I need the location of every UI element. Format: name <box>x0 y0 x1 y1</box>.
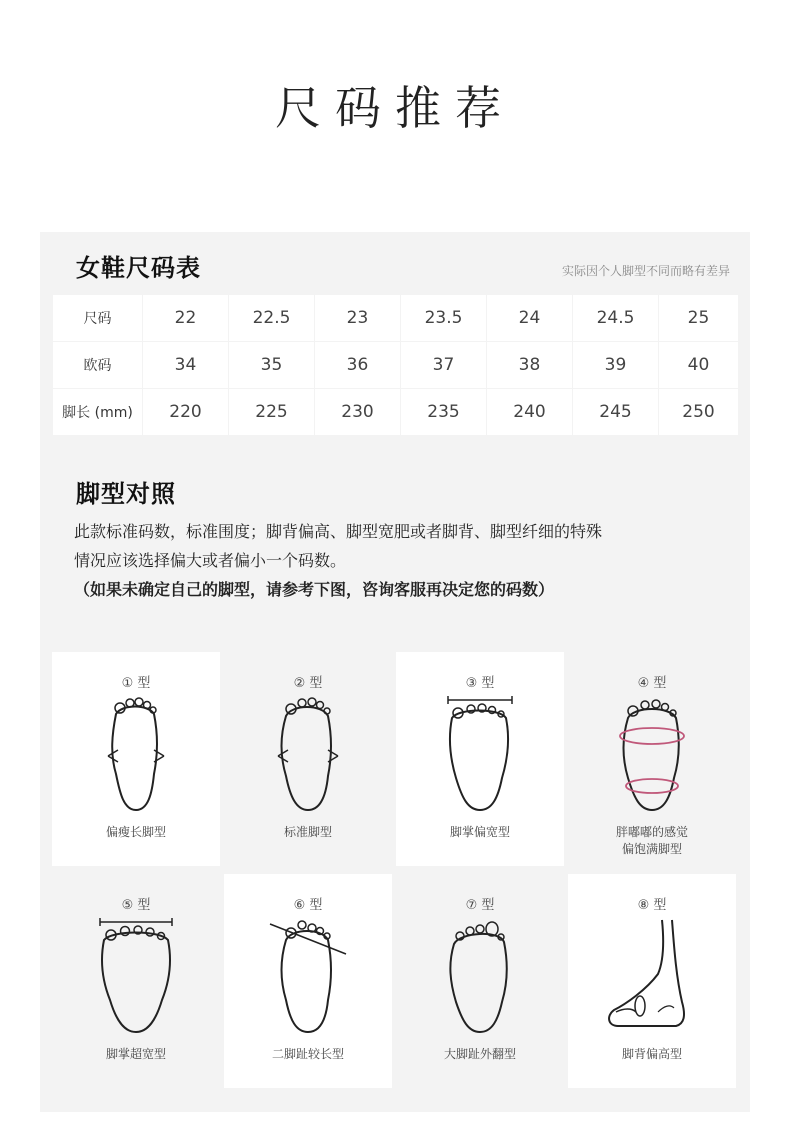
description-line: 情况应该选择偏大或者偏小一个码数。 <box>74 551 347 570</box>
foot-type-caption: 大脚趾外翻型 <box>443 1047 516 1061</box>
foot-arrows-icon <box>258 694 358 814</box>
table-cell: 220 <box>143 389 229 436</box>
table-cell: 34 <box>143 342 229 389</box>
table-cell: 欧码 <box>53 342 143 389</box>
foot-type-grid <box>52 652 738 1092</box>
foot-type-label: ② 型 <box>293 676 323 691</box>
table-cell: 235 <box>401 389 487 436</box>
table-cell: 35 <box>229 342 315 389</box>
table-cell: 24 <box>487 295 573 342</box>
size-guide-panel <box>40 232 750 1112</box>
foot-type-caption: 脚掌偏宽型 <box>449 825 510 839</box>
foot-type-label: ④ 型 <box>637 676 667 691</box>
foot-type-caption: 脚背偏高型 <box>621 1047 682 1061</box>
foot-width-icon <box>430 694 530 814</box>
table-cell: 36 <box>315 342 401 389</box>
page-title: 尺码推荐 <box>275 81 515 135</box>
foot-type-caption: 胖嘟嘟的感觉 偏饱满脚型 <box>615 825 688 856</box>
table-cell: 245 <box>573 389 659 436</box>
foot-type-card <box>224 874 392 1088</box>
foot-side-icon <box>602 916 702 1036</box>
table-cell: 37 <box>401 342 487 389</box>
foot-type-card <box>52 874 220 1088</box>
table-cell: 250 <box>659 389 739 436</box>
foot-type-label: ③ 型 <box>465 676 495 691</box>
size-chart-title: 女鞋尺码表 <box>76 254 201 282</box>
table-cell: 22 <box>143 295 229 342</box>
foot-type-label: ⑤ 型 <box>121 898 151 913</box>
foot-type-label: ① 型 <box>121 676 151 691</box>
foot-type-card <box>568 874 736 1088</box>
table-cell: 尺码 <box>53 295 143 342</box>
foot-type-label: ⑦ 型 <box>465 898 495 913</box>
foot-arrows-icon <box>86 694 186 814</box>
foot-type-card <box>396 652 564 866</box>
foot-type-card <box>568 652 736 866</box>
foot-type-description <box>74 517 714 604</box>
table-cell: 24.5 <box>573 295 659 342</box>
table-row <box>53 295 739 342</box>
foot-type-title: 脚型对照 <box>76 480 176 508</box>
table-cell: 脚长 (mm) <box>53 389 143 436</box>
table-cell: 25 <box>659 295 739 342</box>
table-row <box>53 342 739 389</box>
foot-type-caption: 标准脚型 <box>283 825 332 839</box>
foot-type-card <box>224 652 392 866</box>
foot-type-card <box>52 652 220 866</box>
table-row <box>53 389 739 436</box>
foot-type-card <box>396 874 564 1088</box>
foot-type-label: ⑥ 型 <box>293 898 323 913</box>
foot-type-caption: 二脚趾较长型 <box>271 1047 344 1061</box>
table-cell: 38 <box>487 342 573 389</box>
table-cell: 23.5 <box>401 295 487 342</box>
size-note: 实际因个人脚型不同而略有差异 <box>561 264 730 278</box>
table-cell: 230 <box>315 389 401 436</box>
table-cell: 39 <box>573 342 659 389</box>
table-cell: 240 <box>487 389 573 436</box>
foot-rings-icon <box>602 694 702 814</box>
table-cell: 22.5 <box>229 295 315 342</box>
description-line: 此款标准码数，标准围度；脚背偏高、脚型宽肥或者脚背、脚型纤细的特殊 <box>74 522 603 541</box>
description-hint: （如果未确定自己的脚型，请参考下图，咨询客服再决定您的码数） <box>74 580 555 599</box>
foot-type-caption: 脚掌超宽型 <box>105 1047 166 1061</box>
foot-type-label: ⑧ 型 <box>637 898 667 913</box>
foot-line-icon <box>258 916 358 1036</box>
size-table <box>52 294 739 436</box>
table-cell: 23 <box>315 295 401 342</box>
foot-type-caption: 偏瘦长脚型 <box>105 825 166 839</box>
table-cell: 40 <box>659 342 739 389</box>
foot-width-icon <box>86 916 186 1036</box>
table-cell: 225 <box>229 389 315 436</box>
foot-bunion-icon <box>430 916 530 1036</box>
